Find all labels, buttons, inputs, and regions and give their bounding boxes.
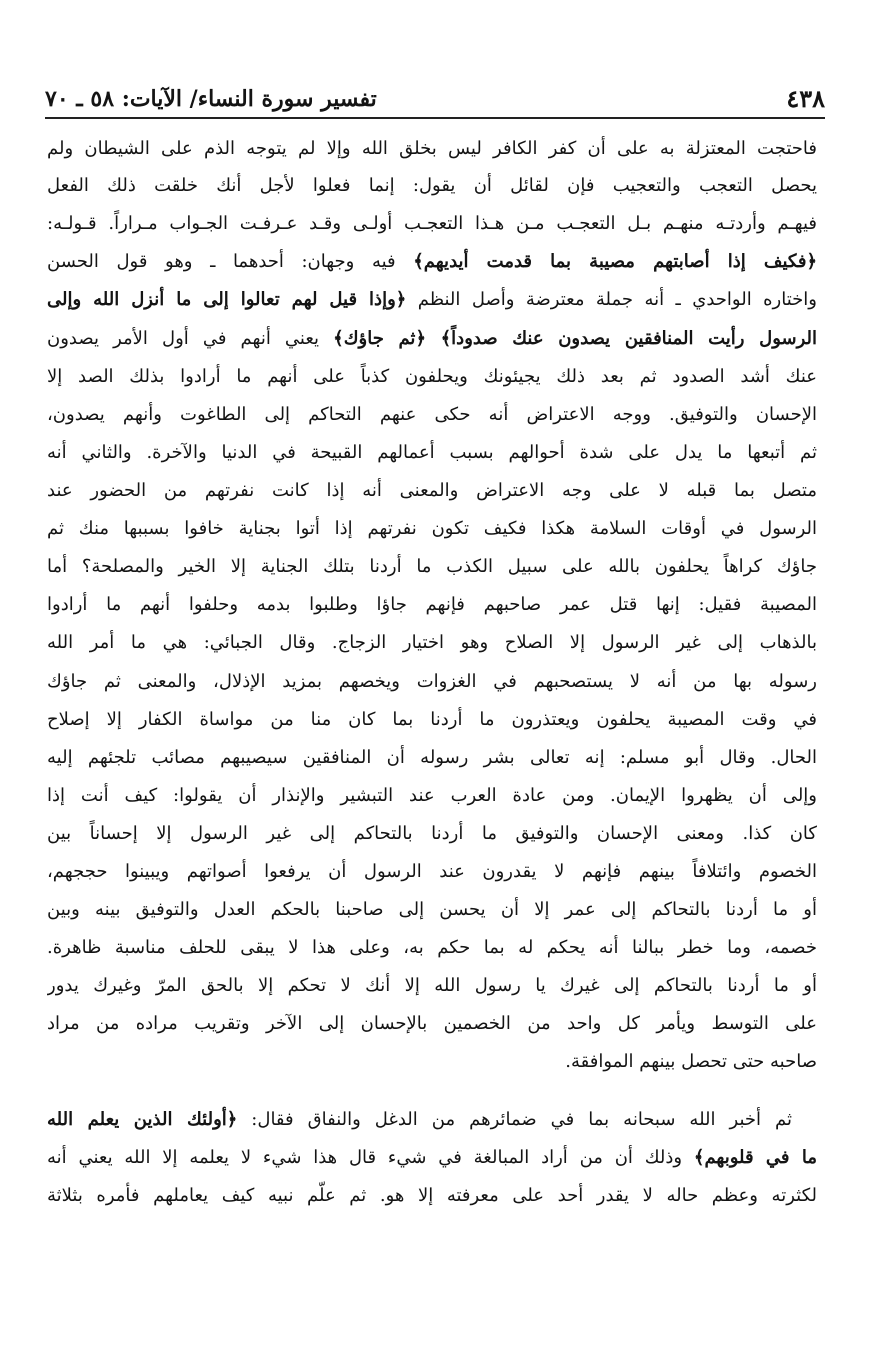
text-line: الحال. وقال أبو مسلم: إنه تعالى بشر رسوله أن المنافقين سيصيبهم مصائب تلجئهم إليه xyxy=(47,747,817,768)
text-line: الإحسان والتوفيق. ووجه الاعتراض أنه حكى عنهم التحاكم إلى الطاغوت وأنهم يصدون، xyxy=(47,404,817,425)
text-line: وإلى أن يظهروا الإيمان. ومن عادة العرب عند التبشير والإنذار أن يقولوا: كيف أنت إذا xyxy=(47,785,817,806)
text-line: ثم أخبر الله سبحانه بما في ضمائرهم من الدغل والنفاق فقال: ﴿أولئك الذين يعلم الله xyxy=(47,1109,792,1130)
text-line: متصل بما قبله لا على وجه الاعتراض والمعنى أنه إذا كانت نفرتهم من الحضور عند xyxy=(47,480,817,501)
text-line: ما في قلوبهم﴾ وذلك أن من أراد المبالغة في شيء قال هذا شيء لا يعلمه إلا الله يعني أنه xyxy=(47,1147,817,1168)
quran-quote: ﴿أولئك الذين يعلم الله xyxy=(47,1109,238,1130)
text-line: خصمه، وما خطر ببالنا أنه يحكم له بما حكم به، وعلى هذا لا يبقى للحلف مناسبة ظاهرة. xyxy=(47,937,817,958)
running-title: تفسير سورة النساء/ الآيات: ٥٨ ـ ٧٠ xyxy=(45,86,377,112)
quran-quote: ما في قلوبهم﴾ xyxy=(693,1147,817,1168)
text-line: الرسول في أوقات السلامة هكذا فكيف تكون نفرتهم إذا أتوا بجناية خافوا بسببها منك ثم xyxy=(47,518,817,539)
quran-quote: ﴿وإذا قيل لهم تعالوا إلى ما أنزل الله وإلى xyxy=(47,289,407,310)
text-line: أو ما أردنا بالتحاكم إلى غيرك يا رسول الله إلا أنك لا تحكم إلا بالحق المرّ وغيرك يدور xyxy=(47,975,817,996)
text-line: فاحتجت المعتزلة به على أن كفر الكافر ليس بخلق الله وإلا لم يتوجه الذم على الشيطان ولم xyxy=(47,138,817,159)
text-line: ثم أتبعها ما يدل على شدة أحوالهم بسبب أعمالهم القبيحة في الدنيا والآخرة. والثاني أنه xyxy=(47,442,817,463)
text-line: صاحبه حتى تحصل بينهم الموافقة. xyxy=(565,1051,817,1072)
text-line: جاؤك كراهاً يحلفون بالله على سبيل الكذب ما أردنا بتلك الجناية إلا الخير والمصلحة؟ أما xyxy=(47,556,817,577)
text-line: الرسول رأيت المنافقين يصدون عنك صدوداً﴾ ﴿ثم جاؤك﴾ يعني أنهم في أول الأمر يصدون xyxy=(47,328,817,349)
text-line: يحصل التعجب والتعجيب فإن لقائل أن يقول: إنما فعلوا لأجل أنك خلقت ذلك الفعل xyxy=(47,175,817,196)
text-line: فيهـم وأردتـه منهـم بـل التعجـب مـن هـذا التعجـب أولـى وقـد عـرفـت الجـواب مـراراً. قـولـه: xyxy=(47,213,817,234)
text-line: بالذهاب إلى غير الرسول إلا الصلاح وهو اختيار الزجاج. وقال الجبائي: هي ما أمر الله xyxy=(47,632,817,653)
page-number: ٤٣٨ xyxy=(786,84,825,113)
page-header xyxy=(45,84,825,114)
text-line: المصيبة فقيل: إنها قتل عمر صاحبهم فإنهم جاؤا وطلبوا بدمه وحلفوا أنهم ما أرادوا xyxy=(47,594,817,615)
text-line: رسوله بها من أنه لا يستصحبهم في الغزوات ويخصهم بمزيد الإذلال، والمعنى ثم جاؤك xyxy=(47,671,817,692)
text-line: عنك أشد الصدود ثم بعد ذلك يجيئونك ويحلفون كذباً على أنهم ما أرادوا بذلك الصد إلا xyxy=(47,366,817,387)
text-line: الخصوم وائتلافاً بينهم فإنهم لا يقدرون عند الرسول أن يرفعوا أصواتهم ويبينوا حججهم، xyxy=(47,861,817,882)
text-line: أو ما أردنا بالتحاكم إلى عمر إلا أن يحسن إلى صاحبنا بالحكم العدل والتوفيق بينه وبين xyxy=(47,899,817,920)
quran-quote: ﴿فكيف إذا أصابتهم مصيبة بما قدمت أيديهم﴾ xyxy=(413,251,817,272)
text-line: في وقت المصيبة يحلفون ويعتذرون ما أردنا بما كان منا من مواساة الكفار إلا إصلاح xyxy=(47,709,817,730)
text-line: كان كذا. ومعنى الإحسان والتوفيق ما أردنا بالتحاكم إلى غير الرسول إلا إحساناً بين xyxy=(47,823,817,844)
text-line: لكثرته وعظم حاله لا يقدر أحد على معرفته إلا هو. ثم علّم نبيه كيف يعاملهم فأمره بثلاثة xyxy=(47,1185,817,1206)
text-line: واختاره الواحدي ـ أنه جملة معترضة وأصل النظم ﴿وإذا قيل لهم تعالوا إلى ما أنزل الله وإلى xyxy=(47,289,817,310)
text-line: ﴿فكيف إذا أصابتهم مصيبة بما قدمت أيديهم﴾ فيه وجهان: أحدهما ـ وهو قول الحسن xyxy=(47,251,817,272)
header-rule xyxy=(45,117,825,119)
text-line: على التوسط ويأمر كل واحد من الخصمين بالإحسان إلى الآخر وتقريب مراده من مراد xyxy=(47,1013,817,1034)
quran-quote: الرسول رأيت المنافقين يصدون عنك صدوداً﴾ ﴿ثم جاؤك﴾ xyxy=(333,328,817,349)
